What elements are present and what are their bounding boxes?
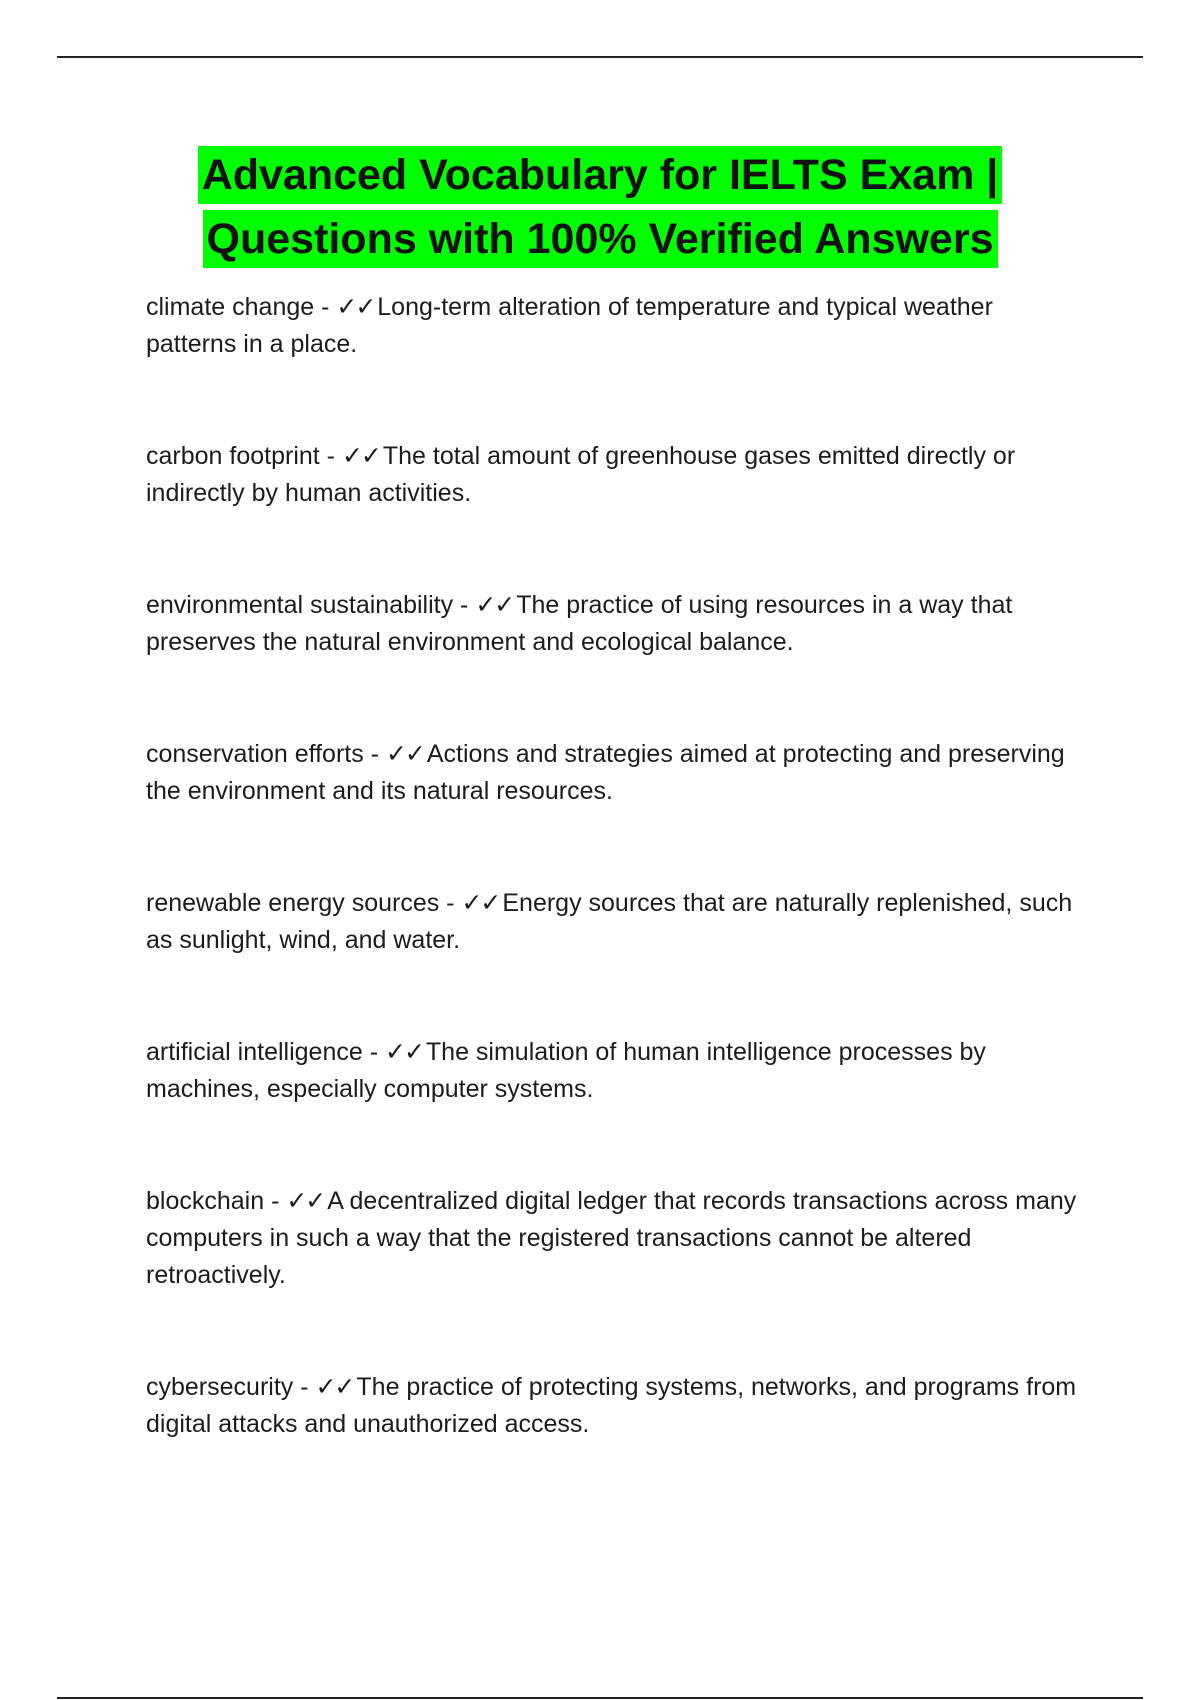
entry-separator: - [319,442,342,470]
entry-term: conservation efforts [146,740,364,768]
entry-definition: The simulation of human intelligence processes by machines, especially computer systems. [146,1038,986,1103]
entry-definition: Energy sources that are naturally replenished, such as sunlight, wind, and water. [146,889,1073,954]
check-mark-icon: ✓✓ [475,590,514,619]
entry-term: carbon footprint [146,442,320,470]
document-title [0,146,1200,274]
vocabulary-entry [146,1182,1086,1294]
entry-separator: - [362,1038,385,1066]
top-divider [57,56,1143,58]
vocabulary-entry [146,1033,1086,1108]
vocabulary-entry [146,884,1086,959]
check-mark-icon: ✓✓ [336,292,375,321]
check-mark-icon: ✓✓ [315,1372,354,1401]
vocabulary-entry [146,1368,1086,1443]
entry-separator: - [439,889,462,917]
check-mark-icon: ✓✓ [341,441,380,470]
entry-separator: - [453,591,476,619]
entry-definition: Long-term alteration of temperature and typical weather patterns in a place. [146,293,993,358]
entry-definition: The total amount of greenhouse gases emitted directly or indirectly by human activities. [146,442,1016,507]
vocabulary-list [146,288,1086,1517]
check-mark-icon: ✓✓ [286,1186,325,1215]
entry-definition: The practice of using resources in a way that preserves the natural environment and ecological balance. [146,591,1013,656]
entry-term: artificial intelligence [146,1038,363,1066]
entry-definition: A decentralized digital ledger that records transactions across many computers in such a way that the registered transactions cannot be altered retroactively. [146,1187,1077,1289]
entry-term: climate change [146,293,315,321]
check-mark-icon: ✓✓ [461,888,500,917]
entry-term: environmental sustainability [146,591,454,619]
title-line-2: Questions with 100% Verified Answers [203,210,998,268]
vocabulary-entry [146,735,1086,810]
entry-separator: - [293,1373,316,1401]
bottom-divider [57,1697,1143,1699]
vocabulary-entry [146,288,1086,363]
entry-term: renewable energy sources [146,889,440,917]
entry-term: blockchain [146,1187,265,1215]
title-line-1: Advanced Vocabulary for IELTS Exam | [198,146,1003,204]
vocabulary-entry [146,586,1086,661]
check-mark-icon: ✓✓ [385,1037,423,1066]
entry-definition: The practice of protecting systems, networks, and programs from digital attacks and unauthorized access. [146,1373,1077,1438]
check-mark-icon: ✓✓ [385,739,424,768]
entry-separator: - [314,293,337,321]
vocabulary-entry [146,437,1086,512]
entry-separator: - [363,740,386,768]
entry-separator: - [264,1187,287,1215]
entry-definition: Actions and strategies aimed at protecting and preserving the environment and its natural resources. [146,740,1065,805]
entry-term: cybersecurity [146,1373,294,1401]
